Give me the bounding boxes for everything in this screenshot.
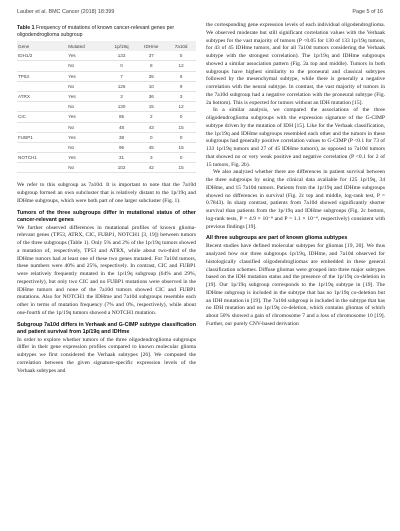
table-cell: 12 xyxy=(178,104,184,110)
table-cell: 48 xyxy=(118,124,125,130)
mutation-table xyxy=(17,41,196,173)
table-cell: 31 xyxy=(118,155,125,161)
table-cell: 43 xyxy=(148,124,154,130)
table-row xyxy=(17,132,196,142)
section-heading: All three subgroups are part of known glioma subtypes xyxy=(206,235,348,242)
table-cell xyxy=(17,81,67,91)
table-cell: TP53 xyxy=(18,73,29,79)
table-cell: 10 xyxy=(148,83,154,89)
table-cell xyxy=(17,142,67,152)
page-number: Page 5 of 16 xyxy=(352,9,383,15)
column-header: 7a10d xyxy=(174,43,188,49)
table-cell: 0 xyxy=(179,155,183,161)
table-row xyxy=(17,51,196,61)
table-cell: Yes xyxy=(68,155,76,161)
section-heading: Tumors of the three subgroups differ in mutational status of other cancer-relevant genes xyxy=(17,209,196,223)
table-cell: 6 xyxy=(179,73,183,79)
table-row xyxy=(17,153,196,163)
table-cell: 15 xyxy=(178,144,184,150)
running-header: Lauber et al. BMC Cancer (2018) 18:399 xyxy=(17,9,115,15)
table-row xyxy=(17,112,196,122)
table-label: Table 1 xyxy=(17,25,35,31)
table-cell: 35 xyxy=(148,73,154,79)
table-row xyxy=(17,81,196,91)
table-cell: 15 xyxy=(178,124,184,130)
table-cell: 3 xyxy=(150,155,153,161)
table-cell: 15 xyxy=(148,104,154,110)
table-cell: 9 xyxy=(179,83,183,89)
table-cell xyxy=(17,102,67,112)
table-body xyxy=(17,51,196,173)
table-row xyxy=(17,122,196,132)
left-body-text xyxy=(17,182,196,375)
table-cell: 37 xyxy=(148,53,154,59)
table-cell: 36 xyxy=(148,94,154,100)
table-cell: 2 xyxy=(150,114,153,120)
page-header xyxy=(17,9,383,19)
table-row xyxy=(17,102,196,112)
table-cell: 133 xyxy=(117,53,126,59)
table-cell: IDH1/2 xyxy=(18,53,33,59)
table-cell: 42 xyxy=(148,165,154,171)
table-cell: 0 xyxy=(179,114,183,120)
table-row xyxy=(17,71,196,81)
table-cell: No xyxy=(68,165,75,171)
table-cell: No xyxy=(68,83,75,89)
paragraph: We refer to this subgroup as 7a10d. It is important to note that the 7a10d subgroup formed an own subcluster that is relatively distant to the 1p/19q and IDHme subgroups, which were both part of one larger subcluster (Fig. 1). xyxy=(17,182,196,204)
right-column xyxy=(206,22,385,329)
right-body-text xyxy=(206,22,385,329)
table-cell: 0 xyxy=(179,134,183,140)
column-header: 1p/19q xyxy=(114,43,129,49)
table-cell: CIC xyxy=(18,114,26,120)
table-cell: 126 xyxy=(117,83,126,89)
table-cell: NOTCH1 xyxy=(18,155,37,161)
table-cell: 45 xyxy=(148,144,154,150)
table-cell: Yes xyxy=(68,53,76,59)
table-cell: 0 xyxy=(150,134,153,140)
table-header-row xyxy=(17,41,196,51)
table-cell: 5 xyxy=(179,53,183,59)
column-header: IDHme xyxy=(144,43,159,49)
table-cell: Yes xyxy=(68,114,76,120)
table-cell xyxy=(17,61,67,71)
table-cell xyxy=(17,163,67,173)
table-cell: 130 xyxy=(117,104,126,110)
table-cell: No xyxy=(68,144,75,150)
table-cell: Yes xyxy=(68,94,76,100)
table-cell: No xyxy=(68,63,75,69)
table-cell: 7 xyxy=(120,73,123,79)
table-row xyxy=(17,163,196,173)
table-row xyxy=(17,61,196,71)
column-header: Mutated xyxy=(68,43,85,49)
paragraph: We also analyzed whether there are differences in patient survival between the three subgroups by using the clinical data available for 125 1p/19q, 34 IDHme, and 15 7a10d tumors. Patients from the 1p/19q and IDHme subgroups showed no differences in survival (Fig. 2c top and middle, log-rank test, P = 0.7843). In sharp contrast, patients from 7a10d showed significantly shorter survival than patients from the 1p/19q and IDHme subgroups (Fig. 2c bottom, log-rank tests, P = 4.9 × 10⁻⁸ and P = 1.1 × 10⁻⁴, respectively) consistent with previous findings [19]. xyxy=(206,169,385,230)
table-cell: 3 xyxy=(179,94,183,100)
paragraph: We further observed differences in mutational profiles of known glioma-relevant genes (TP53, ATRX, CIC, FUBP1, NOTCH1 [3, 19]) between tumors of the three subgroups (Table 1). Only 5% and 2% of the 1p/19q tumors showed a mutation of, respectively, TP53 and ATRX, while about two-third of the IDHme tumors had at least one of these two genes mutated. For 7a10d tumors, these numbers were 40% and 25%, respectively. In contrast, CIC and FUBP1 were relatively frequently mutated in the 1p/19q subgroup (64% and 29%, respectively), but only two CIC and no FUBP1 mutations were observed in the IDHme tumors and none of the 7a10d tumors showed CIC and FUBP1 mutations. Also for NOTCH1 the IDHme and 7a10d subgroups resemble each other in terms of mutation frequency (7% and 0%, respectively), while about one-fourth of the 1p/19q tumors showed a NOTCH1 mutation. xyxy=(17,224,196,316)
left-column xyxy=(17,22,196,375)
paragraph: In a similar analysis, we compared the associations of the three oligodendroglioma subgroups with the expression signature of the G-CIMP subtype driven by the mutation of IDH [15]. Like for the Verhaak classification, the 1p/19q and IDHme subgroups resembled each other and the tumors in these subgroups had generally positive correlation values to G-CIMP (P <0.1 for 73 of 133 1p/19q tumors and 27 of 45 IDHme tumors), as opposed to 7a10d tumors that showed no or very weak positive and negative correlation (P <0.1 for 2 of 15 tumors, Fig. 2b). xyxy=(206,107,385,168)
table-cell: 3 xyxy=(120,94,123,100)
paragraph: the corresponding gene expression levels of each individual oligodendroglioma. We observed moderate but still significant correlation values with the Verhaak subtypes for the vast majority of tumors (P <0.05 for 130 of 133 1p/19q tumors, for 43 of 45 IDHme tumors, and for all 7a10d tumors considering the Verhaak subtype with the strongest correlation). The 1p/19q and IDHme subgroups showed a similar association pattern (Fig. 2a top and middle). Tumors in both subgroups have highest similarity to the proneural and classical subtypes followed by the mesenchymal subtype, while there is generally a negative correlation with the neural subtype. In contrast, the vast majority of tumors in the 7a10d subgroup had a negative correlation with the proneural subtype (Fig. 2a bottom). This is expected for tumors without an IDH mutation [15]. xyxy=(206,22,385,106)
paragraph: Recent studies have defined molecular subtypes for gliomas [19, 20]. We thus analyzed how our three subgroups 1p/19q, IDHme, and 7a10d observed for histologically classified oligodendrogliomas are embedded in these general classification schemes. Diffuse gliomas were grouped into three major subtypes based on the IDH mutation status and the presence of the 1p/19q co-deletion in [19]. Our 1p/19q subgroup corresponds to the 1p/19q subtype in [19]. The IDHme subgroup is included in the subtype that has no 1p/19q co-deletion but an IDH mutation in [19]. The 7a10d subgroup is included in the subtype that has no IDH mutation and no 1p/19q co-deletion, which contains gliomas of which about 50% showed a gain of chromosome 7 and a loss of chromosome 10 [19]. Further, our purely CNV-based derivation xyxy=(206,243,385,327)
table-cell: FUBP1 xyxy=(18,134,33,140)
table-cell: 12 xyxy=(178,63,184,69)
table-cell: 102 xyxy=(117,165,126,171)
table-cell: No xyxy=(68,124,75,130)
table-cell: Yes xyxy=(68,73,76,79)
table-cell: 85 xyxy=(118,114,125,120)
table-cell: 95 xyxy=(118,144,125,150)
table-cell: Yes xyxy=(68,134,76,140)
table-row xyxy=(17,142,196,152)
table-cell: 15 xyxy=(178,165,184,171)
section-heading: Subgroup 7a10d differs in Verhaak and G-CIMP subtype classification and patient survival from 1p/19q and IDHme xyxy=(17,321,196,335)
table-row xyxy=(17,91,196,101)
table-cell: 8 xyxy=(150,63,153,69)
table-caption-text: Frequency of mutations of known cancer-relevant genes per oligodendroglioma subgroup xyxy=(17,25,175,38)
column-header: Gene xyxy=(18,43,30,49)
table-cell: 38 xyxy=(118,134,125,140)
paragraph: In order to explore whether tumors of the three oligodendroglioma subgroups differ in their gene expression profiles compared to known molecular glioma subtypes we first considered the Verhaak subtypes [26]. We computed the correlation between the given signature-specific expression levels of the Verhaak subtypes and xyxy=(17,336,196,374)
table-cell xyxy=(17,122,67,132)
table-cell: No xyxy=(68,104,75,110)
table-caption xyxy=(17,25,196,38)
table-cell: 0 xyxy=(120,63,123,69)
table-cell: ATRX xyxy=(18,94,30,100)
